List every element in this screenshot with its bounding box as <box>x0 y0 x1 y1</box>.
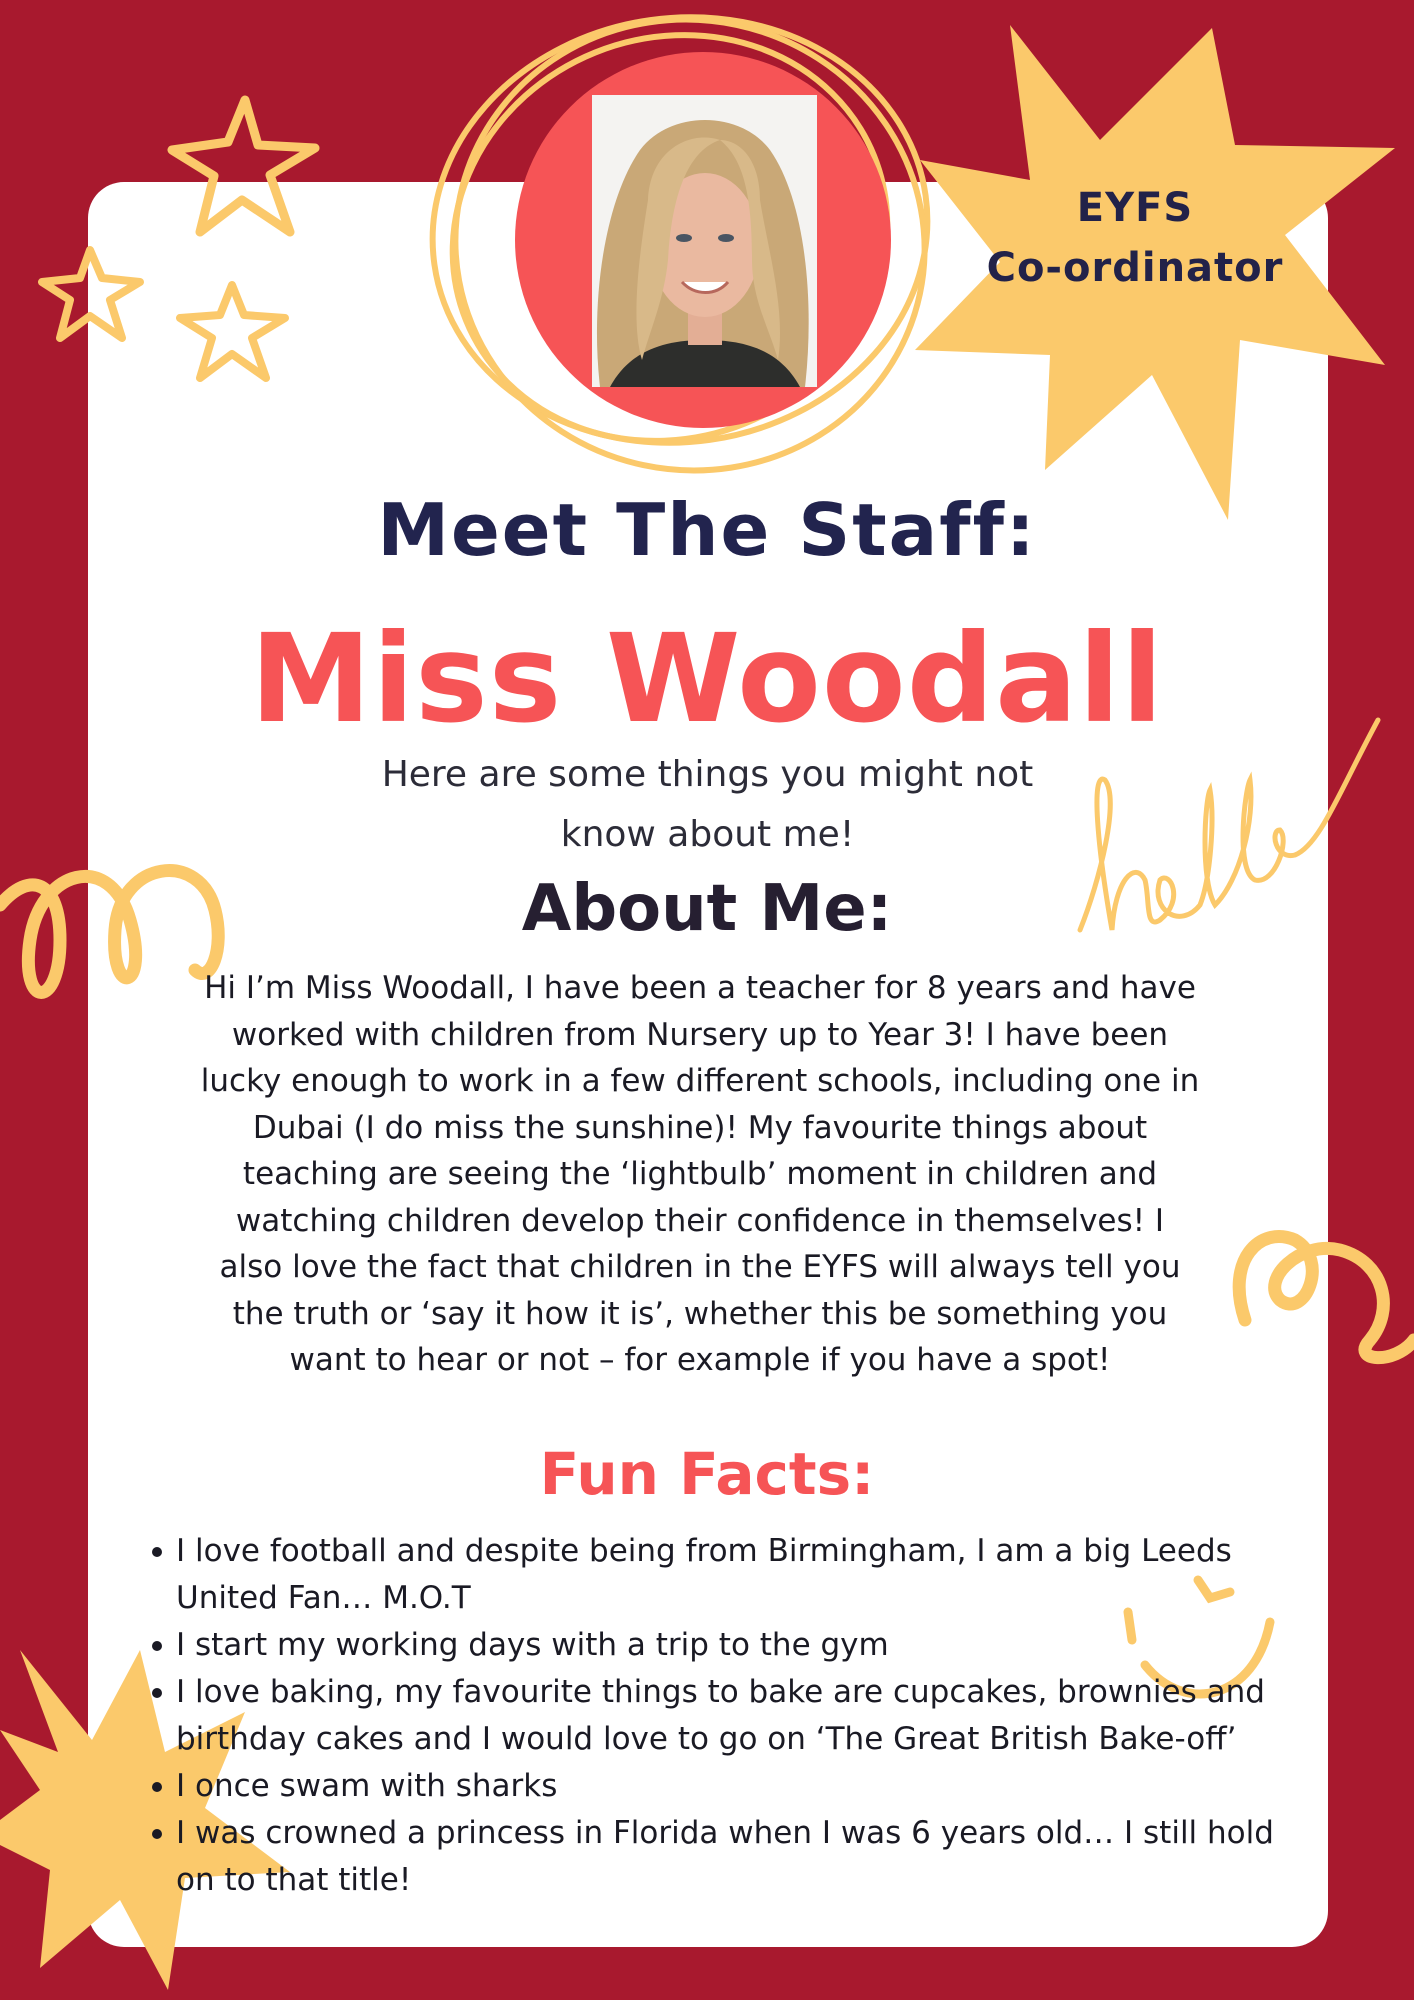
portrait-background <box>515 52 891 428</box>
intro-text: Here are some things you might not know about me! <box>381 754 1034 855</box>
list-item: I love football and despite being from Birmingham, I am a big Leeds United Fan… M.O.T <box>148 1528 1298 1622</box>
star-outline-icon <box>42 250 140 338</box>
badge-line-2: Co-ordinator <box>986 245 1284 291</box>
star-outline-icon <box>172 100 315 232</box>
squiggle-icon <box>1239 1237 1414 1358</box>
list-item: I start my working days with a trip to the gym <box>148 1622 1298 1669</box>
about-paragraph: Hi I’m Miss Woodall, I have been a teacher for 8 years and have worked with children from Nursery up to Year 3! I have been lucky enough to work in a few different schools, including one in Dubai (I do miss the sunshine)! My favourite things about teaching are seeing the ‘lightbulb’ moment in children and watching children develop their confidence in themselves! I also love the fact that children in the EYFS will always tell you the truth or ‘say it how it is’, whether this be something you want to hear or not – for example if you have a spot! <box>200 970 1200 1378</box>
heading-about-me: About Me: <box>521 872 893 946</box>
list-item: I once swam with sharks <box>148 1763 1298 1810</box>
star-outline-icon <box>180 285 285 378</box>
list-item: I love baking, my favourite things to bake are cupcakes, brownies and birthday cakes and I would love to go on ‘The Great British Bake-off’ <box>148 1669 1298 1763</box>
heading-meet-the-staff: Meet The Staff: <box>377 488 1037 572</box>
staff-name: Miss Woodall <box>249 608 1165 750</box>
list-item: I was crowned a princess in Florida when I was 6 years old… I still hold on to that title! <box>148 1810 1298 1904</box>
fun-facts-list <box>148 1528 1298 1904</box>
badge-line-1: EYFS <box>1076 185 1194 231</box>
heading-fun-facts: Fun Facts: <box>539 1440 875 1508</box>
role-badge <box>975 178 1295 298</box>
